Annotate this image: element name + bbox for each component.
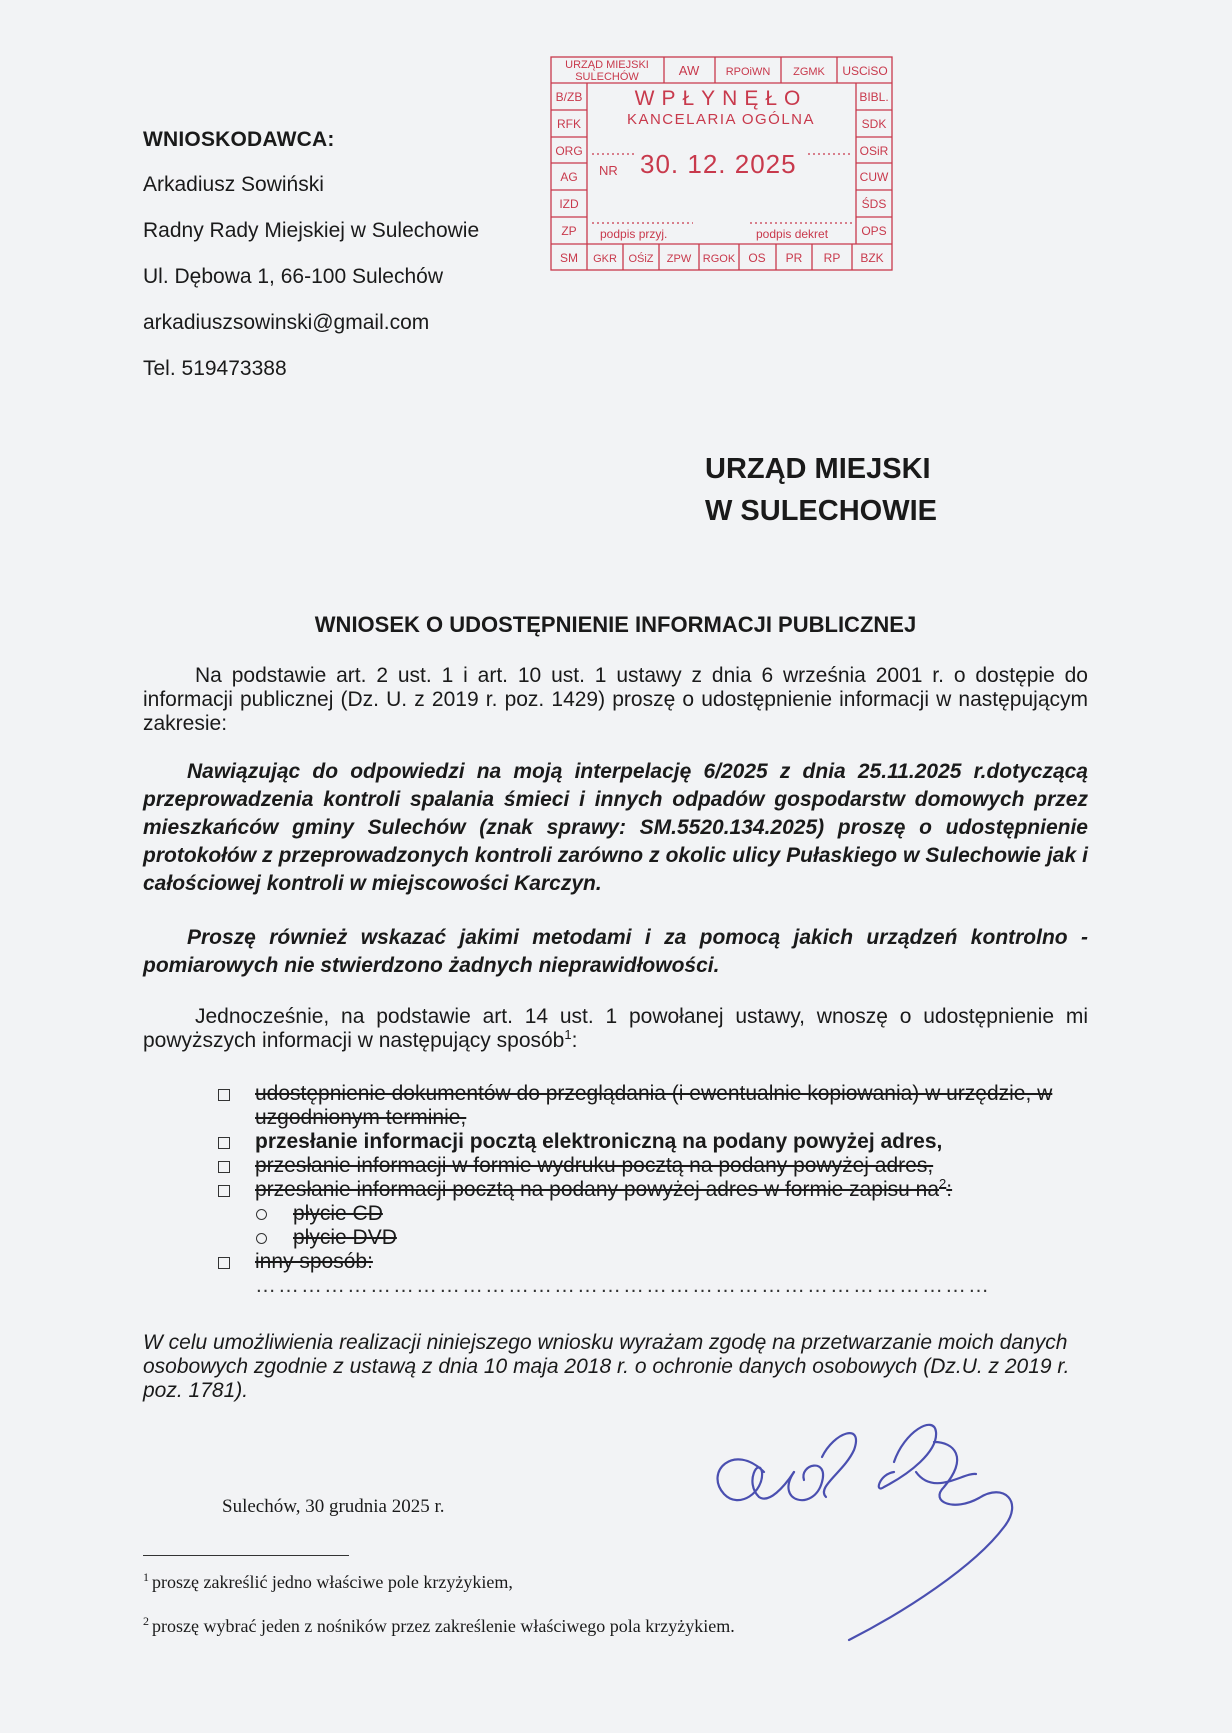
- request-paragraph: Nawiązując do odpowiedzi na moją interpelację 6/2025 z dnia 25.11.2025 r.dotyczącą przeprowadzenia kontroli spalania śmieci i innych odpadów gospodarstw domowych przez mieszkańców gminy Sulechów (znak sprawy: SM.5520.134.2025) proszę o udostępnienie protokołów z przeprowadzonych kontroli zarówno z okolic ulicy Pułaskiego w Sulechowie jak i całościowej kontroli w miejscowości Karczyn.: [143, 760, 1088, 895]
- stamp-cell-izd: IZD: [559, 197, 579, 211]
- stamp-cell-ops: OPS: [861, 224, 887, 238]
- addressee-line1: URZĄD MIEJSKI: [705, 453, 931, 485]
- option-dvd-label: płycie DVD: [293, 1226, 397, 1249]
- footnote-ref-2: 2: [939, 1176, 947, 1191]
- option-print[interactable]: [215, 1154, 1075, 1178]
- option-email[interactable]: [215, 1130, 1075, 1154]
- footnote-2-number: 2: [143, 1614, 149, 1628]
- applicant-name: Arkadiusz Sowiński: [143, 173, 324, 196]
- consent-paragraph: W celu umożliwienia realizacji niniejszego wniosku wyrażam zgodę na przetwarzanie moich danych osobowych zgodnie z ustawą z dnia 10 maja 2018 r. o ochronie danych osobowych (Dz.U. z 2019 r. poz. 1781).: [143, 1331, 1070, 1402]
- stamp-cell-uscisio: USCiSO: [842, 64, 888, 78]
- stamp-sign-decree: podpis dekret: [756, 227, 829, 241]
- applicant-role: Radny Rady Miejskiej w Sulechowie: [143, 219, 480, 242]
- option-inspect-label: udostępnienie dokumentów do przeglądania (i ewentualnie kopiowania) w urzędzie, w uzgodnionym terminie,: [255, 1082, 1053, 1129]
- stamp-cell-sdk: SDK: [861, 117, 887, 131]
- place-date: Sulechów, 30 grudnia 2025 r.: [222, 1496, 445, 1517]
- stamp-sign-received: podpis przyj.: [600, 227, 668, 241]
- stamp-cell-aw: AW: [678, 63, 700, 78]
- stamp-cell-osir: OSiR: [859, 144, 889, 158]
- checkbox-icon[interactable]: [218, 1089, 230, 1101]
- option-inspect[interactable]: [215, 1082, 1075, 1130]
- stamp-cell-osiz: OŚiZ: [628, 253, 654, 265]
- stamp-cell-zgmk: ZGMK: [793, 66, 825, 78]
- document-title: WNIOSEK O UDOSTĘPNIENIE INFORMACJI PUBLICZNEJ: [314, 612, 917, 637]
- stamp-cell-rpoiwn: RPOiWN: [725, 66, 771, 78]
- option-media-text: przesłanie informacji pocztą na podany powyżej adres w formie zapisu na: [255, 1178, 940, 1201]
- addressee-block: [705, 448, 937, 532]
- stamp-office-name: KANCELARIA OGÓLNA: [626, 111, 816, 128]
- handwritten-signature: [704, 1402, 1049, 1642]
- stamp-cell-gkr: GKR: [593, 253, 617, 265]
- footnote-1-text: proszę zakreślić jedno właściwe pole krzyżykiem,: [152, 1572, 513, 1592]
- option-dvd[interactable]: [215, 1226, 1075, 1250]
- delivery-intro-text: Jednocześnie, na podstawie art. 14 ust. 1 powołanej ustawy, wnoszę o udostępnienie mi powyższych informacji w następujący sposób: [143, 1005, 1088, 1052]
- applicant-phone: Tel. 519473388: [143, 357, 287, 380]
- option-print-label: przesłanie informacji w formie wydruku pocztą na podany powyżej adres,: [255, 1154, 934, 1177]
- footnote-2: [143, 1616, 735, 1637]
- option-email-label: przesłanie informacji pocztą elektroniczną na podany powyżej adres,: [255, 1130, 943, 1153]
- request-methods-paragraph: Proszę również wskazać jakimi metodami i za pomocą jakich urządzeń kontrolno - pomiarowych nie stwierdzono żadnych nieprawidłowości.: [143, 926, 1088, 977]
- stamp-cell-rgok: RGOK: [702, 253, 736, 265]
- footnote-1-number: 1: [143, 1570, 149, 1584]
- checkbox-icon[interactable]: [218, 1185, 230, 1197]
- option-other-dotted-line: ……………………………………………………………………………………: [255, 1274, 991, 1297]
- stamp-cell-sds: ŚDS: [861, 197, 887, 211]
- stamp-cell-rfk: RFK: [557, 117, 581, 131]
- checkbox-icon[interactable]: [218, 1257, 230, 1269]
- option-cd-label: płycie CD: [293, 1202, 383, 1225]
- option-media-colon: :: [946, 1178, 953, 1201]
- footnote-divider: [143, 1555, 349, 1556]
- option-other-label: inny sposób:: [255, 1250, 373, 1273]
- delivery-intro-colon: :: [571, 1029, 578, 1052]
- applicant-address: Ul. Dębowa 1, 66-100 Sulechów: [143, 265, 444, 288]
- delivery-options-list: [215, 1082, 1075, 1298]
- radio-icon[interactable]: [256, 1209, 267, 1220]
- applicant-block: [143, 128, 479, 402]
- stamp-office-line1: URZĄD MIEJSKI: [565, 59, 649, 71]
- stamp-received: WPŁYNĘŁO: [634, 87, 808, 110]
- stamp-cell-zp: ZP: [561, 224, 577, 238]
- option-other[interactable]: [215, 1250, 1075, 1274]
- stamp-cell-pr: PR: [785, 251, 803, 265]
- stamp-cell-os: OS: [748, 251, 766, 265]
- stamp-nr-label: NR: [599, 163, 618, 178]
- intro-paragraph: Na podstawie art. 2 ust. 1 i art. 10 ust. 1 ustawy z dnia 6 września 2001 r. o dostępie do informacji publicznej (Dz. U. z 2019 r. poz. 1429) proszę o udostępnienie informacji w następującym zakresie:: [143, 664, 1088, 735]
- stamp-cell-sm: SM: [560, 251, 578, 265]
- stamp-cell-zpw: ZPW: [666, 253, 692, 265]
- stamp-cell-org: ORG: [555, 144, 583, 158]
- stamp-office-line2: SULECHÓW: [575, 71, 639, 83]
- stamp-date: 30. 12. 2025: [640, 149, 797, 179]
- option-media[interactable]: [215, 1178, 1075, 1202]
- applicant-email: arkadiuszsowinski@gmail.com: [143, 311, 430, 334]
- stamp-cell-bzb: B/ZB: [555, 90, 583, 104]
- footnote-2-text: proszę wybrać jeden z nośników przez zakreślenie właściwego pola krzyżykiem.: [152, 1616, 735, 1636]
- received-stamp: [550, 56, 893, 271]
- checkbox-icon[interactable]: [218, 1161, 230, 1173]
- stamp-cell-bzk: BZK: [860, 251, 884, 265]
- addressee-line2: W SULECHOWIE: [705, 495, 937, 527]
- stamp-cell-cuw: CUW: [859, 170, 889, 184]
- stamp-cell-ag: AG: [560, 170, 578, 184]
- radio-icon[interactable]: [256, 1233, 267, 1244]
- delivery-intro-paragraph: [143, 1005, 1088, 1053]
- footnote-1: [143, 1572, 513, 1593]
- option-cd[interactable]: [215, 1202, 1075, 1226]
- option-media-label: [255, 1178, 952, 1201]
- applicant-heading: WNIOSKODAWCA:: [143, 128, 335, 151]
- footnote-ref-1: 1: [564, 1027, 572, 1042]
- checkbox-icon[interactable]: [218, 1137, 230, 1149]
- stamp-cell-rp: RP: [823, 251, 841, 265]
- stamp-cell-bibl: BIBL.: [859, 90, 889, 104]
